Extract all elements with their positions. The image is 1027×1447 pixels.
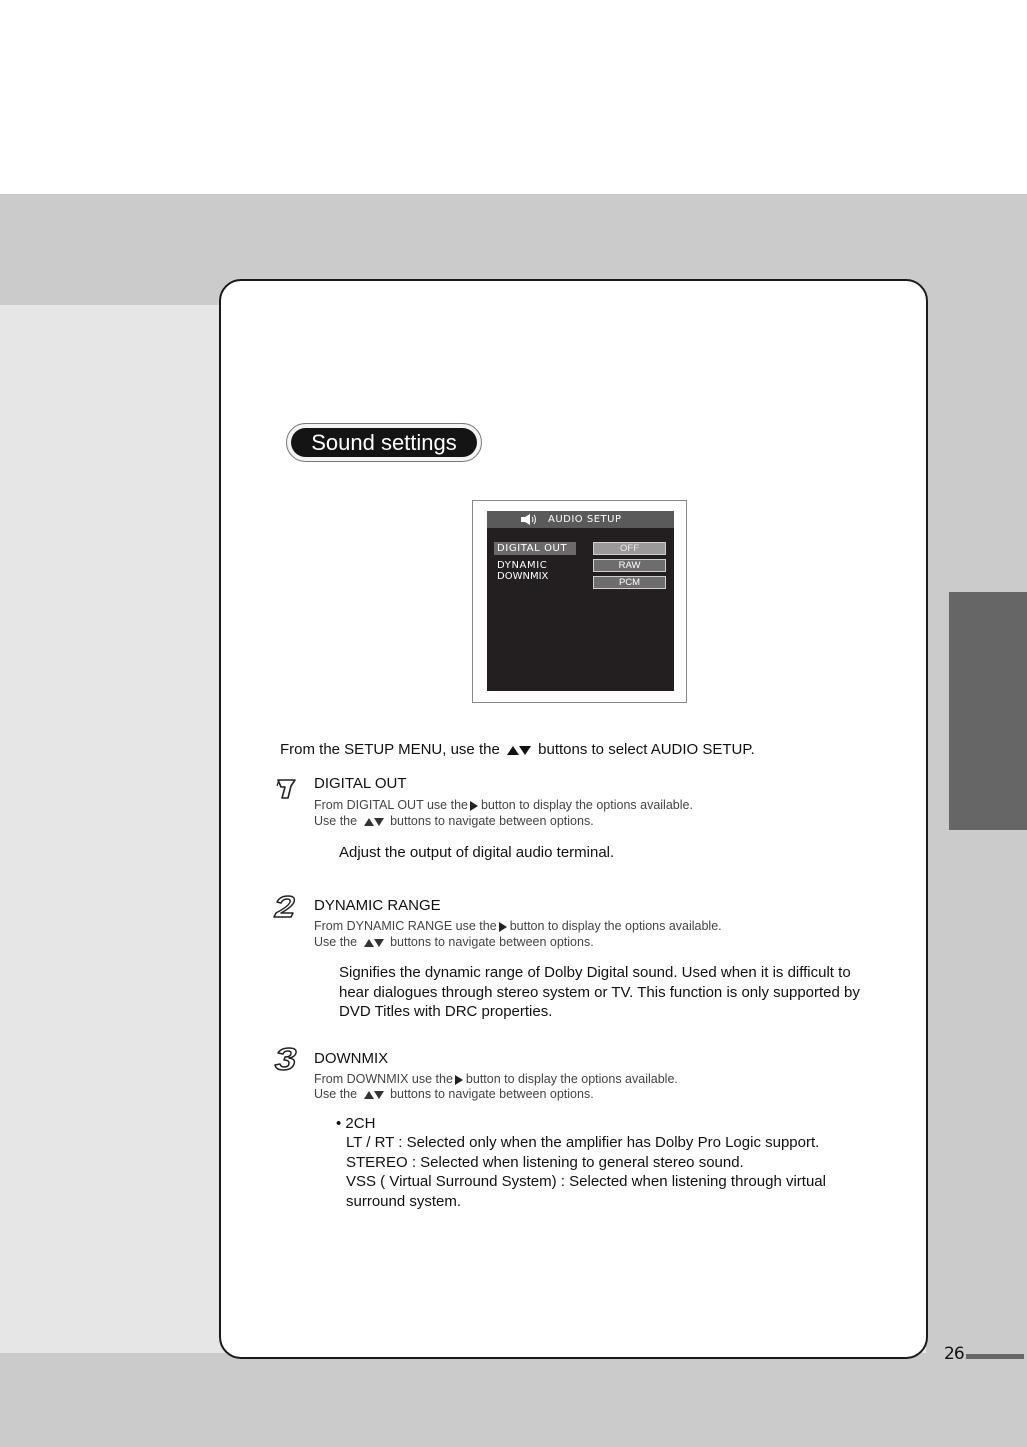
down-arrow-icon bbox=[374, 1091, 384, 1099]
section-1-instruction-2 bbox=[314, 813, 594, 829]
section-3-instruction-1-end: button to display the options available. bbox=[465, 1072, 678, 1086]
section-3-body-line: surround system. bbox=[346, 1192, 462, 1210]
osd-header bbox=[487, 511, 674, 528]
up-arrow-icon bbox=[364, 818, 374, 826]
section-1-instruction-1 bbox=[314, 797, 693, 813]
osd-item-downmix[interactable]: DOWNMIX bbox=[497, 571, 549, 582]
osd-option-off[interactable]: OFF bbox=[593, 542, 666, 555]
section-title-pill bbox=[286, 423, 482, 462]
section-2-body-line: DVD Titles with DRC properties. bbox=[339, 1003, 553, 1020]
section-2-instruction-1 bbox=[314, 918, 722, 934]
chapter-side-tab bbox=[949, 592, 1027, 830]
section-1-instruction-2-start: Use the bbox=[314, 814, 358, 828]
intro-text-start: From the SETUP MENU, use the bbox=[280, 741, 500, 758]
up-arrow-icon bbox=[507, 746, 519, 755]
number-3-icon bbox=[272, 1045, 302, 1073]
section-2-body-line: Signifies the dynamic range of Dolby Digital sound. Used when it is difficult to bbox=[339, 964, 851, 981]
section-1-instruction-1-end: button to display the options available. bbox=[480, 798, 693, 812]
section-1-instruction-2-end: buttons to navigate between options. bbox=[390, 814, 594, 828]
section-3-instruction-1-start: From DOWNMIX use the bbox=[314, 1072, 453, 1086]
section-3-instruction-2 bbox=[314, 1086, 594, 1102]
page-number-rule bbox=[966, 1354, 1024, 1359]
intro-text bbox=[280, 740, 755, 759]
number-1-icon bbox=[273, 774, 303, 802]
right-arrow-icon bbox=[499, 922, 507, 932]
section-title: Sound settings bbox=[291, 428, 477, 457]
section-2-instruction-2-end: buttons to navigate between options. bbox=[390, 935, 594, 949]
section-3-body-line: LT / RT : Selected only when the amplifier has Dolby Pro Logic support. bbox=[346, 1134, 820, 1151]
right-arrow-icon bbox=[455, 1075, 463, 1085]
osd-item-dynamic[interactable]: DYNAMIC bbox=[497, 560, 548, 571]
osd-item-digital-out[interactable]: DIGITAL OUT bbox=[494, 542, 576, 555]
section-1-heading: DIGITAL OUT bbox=[314, 775, 407, 792]
osd-header-title: AUDIO SETUP bbox=[548, 514, 622, 525]
osd-screen bbox=[487, 511, 674, 691]
down-arrow-icon bbox=[374, 818, 384, 826]
up-arrow-icon bbox=[364, 939, 374, 947]
page-number: 26 bbox=[944, 1344, 964, 1364]
speaker-icon bbox=[521, 514, 537, 525]
section-3-instruction-2-start: Use the bbox=[314, 1087, 358, 1101]
right-arrow-icon bbox=[470, 801, 478, 811]
down-arrow-icon bbox=[374, 939, 384, 947]
footer-band bbox=[0, 1353, 1027, 1447]
section-3-instruction-1 bbox=[314, 1071, 678, 1087]
down-arrow-icon bbox=[519, 746, 531, 755]
osd-screenshot bbox=[472, 500, 687, 703]
section-2-instruction-1-start: From DYNAMIC RANGE use the bbox=[314, 919, 497, 933]
section-3-body bbox=[346, 1133, 826, 1211]
section-2-body-line: hear dialogues through stereo system or TV. This function is only supported by bbox=[339, 983, 860, 1001]
section-2-instruction-2 bbox=[314, 934, 594, 950]
section-1-body-line: Adjust the output of digital audio terminal. bbox=[339, 844, 615, 861]
section-3-bullet: • 2CH bbox=[336, 1115, 376, 1132]
osd-option-raw[interactable]: RAW bbox=[593, 559, 666, 572]
section-1-body bbox=[339, 843, 614, 863]
section-2-instruction-1-end: button to display the options available. bbox=[509, 919, 722, 933]
section-2-body bbox=[339, 963, 860, 1022]
section-1-instruction-1-start: From DIGITAL OUT use the bbox=[314, 798, 468, 812]
section-3-instruction-2-end: buttons to navigate between options. bbox=[390, 1087, 594, 1101]
number-2-icon bbox=[271, 893, 301, 921]
section-3-body-line: VSS ( Virtual Surround System) : Selected when listening through virtual bbox=[346, 1173, 826, 1190]
section-2-heading: DYNAMIC RANGE bbox=[314, 897, 441, 914]
intro-text-end: buttons to select AUDIO SETUP. bbox=[538, 741, 755, 758]
section-2-instruction-2-start: Use the bbox=[314, 935, 358, 949]
section-3-body-line: STEREO : Selected when listening to general stereo sound. bbox=[346, 1153, 744, 1171]
section-3-heading: DOWNMIX bbox=[314, 1050, 389, 1067]
osd-option-pcm[interactable]: PCM bbox=[593, 576, 666, 589]
up-arrow-icon bbox=[364, 1091, 374, 1099]
